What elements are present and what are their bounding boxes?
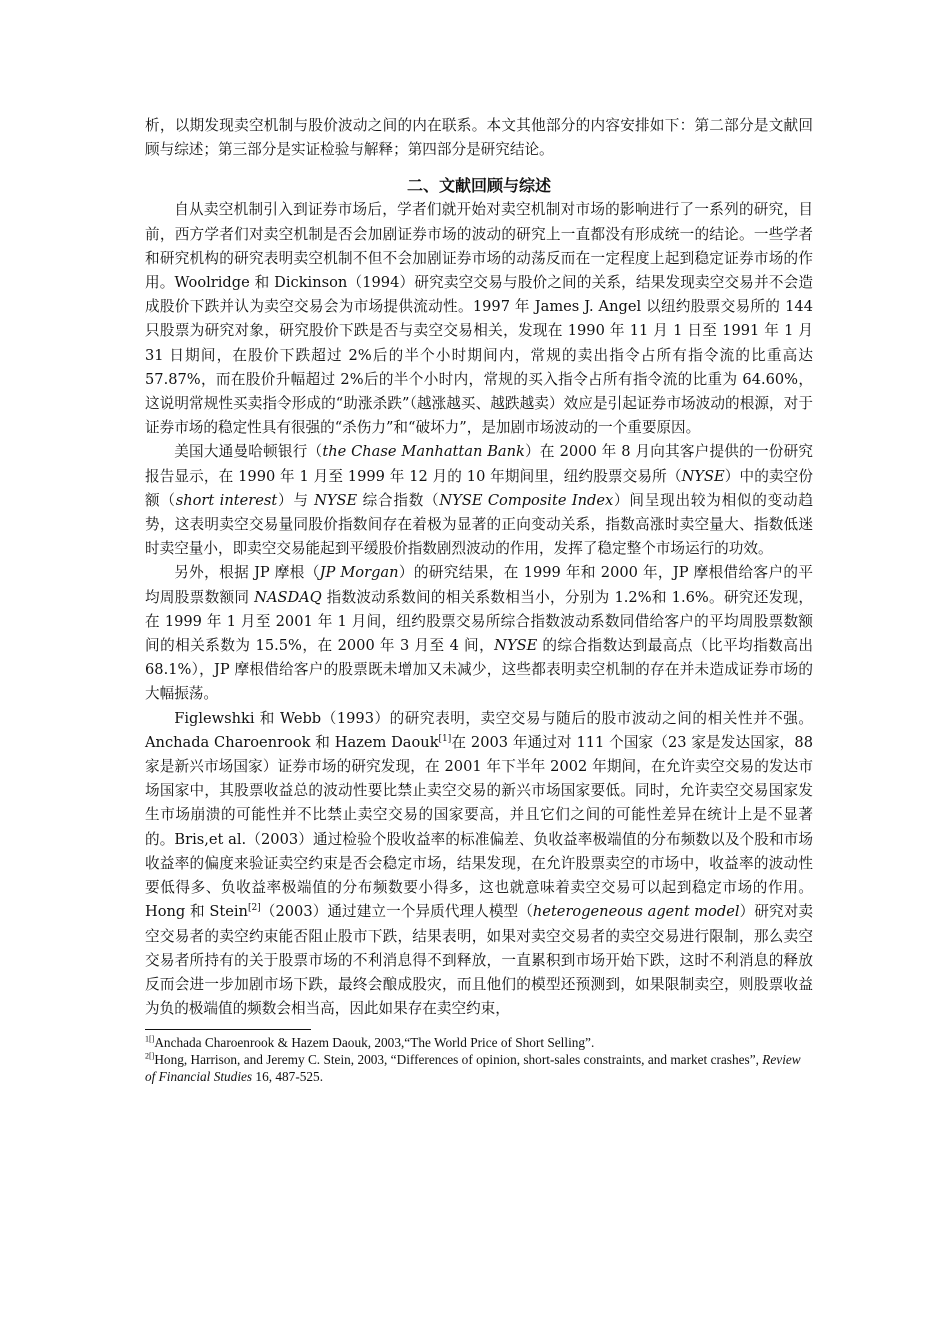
text-run: 的综合指数达到最高点（比平均指数高出 68.1%），JP 摩根借给客户的股票既未增加又未减少，这些都表明卖空机制的存在并未造成证券市场的大幅振荡。 bbox=[145, 637, 813, 703]
text-run: ）研究对卖空交易者的卖空约束能否阻止股市下跌，结果表明，如果对卖空交易者的卖空交易进行限制，那么卖空交易者所持有的关于股票市场的不利消息得不到释放，一直累积到市场开始下跌，这时不利消息的释放反而会进一步加剧市场下跌，最终会酿成股灾，而且他们的模型还预测到，如果限制卖空，则股票收益为负的极端值的频数会相当高，因此如果存在卖空约束， bbox=[145, 903, 813, 1018]
text-run: 美国大通曼哈顿银行（ bbox=[174, 443, 323, 461]
footnote-1 bbox=[145, 1034, 813, 1051]
italic-term: heterogeneous agent model bbox=[532, 903, 740, 921]
document-page bbox=[145, 114, 813, 1085]
italic-term: NYSE bbox=[494, 637, 538, 655]
text-run: ）与 bbox=[277, 491, 315, 509]
footnote-marker: 2[] bbox=[145, 1051, 155, 1061]
text-run: ）在 2000 年 8 月向其客户提供的一份研究报告显示，在 1990 年 1 月至 1999 年 12 月的 10 年期间里，纽约股票交易所（ bbox=[145, 443, 813, 485]
footnote-ref-2[interactable]: [2] bbox=[247, 903, 261, 914]
text-run: 指数波动系数间的相关系数相当小，分别为 1.2%和 1.6%。研究还发现，在 1999 年 1 月至 2001 年 1 月间，纽约股票交易所综合指数波动系数同借给客户的平均周股票数额间的相关系数为 15.5%，在 2000 年 3 月至 4 间， bbox=[145, 588, 813, 655]
paragraph-1: 自从卖空机制引入到证券市场后，学者们就开始对卖空机制对市场的影响进行了一系列的研究，目前，西方学者们对卖空机制是否会加剧证券市场的波动的研究上一直都没有形成统一的结论。一些学者和研究机构的研究表明卖空机制不但不会加剧证券市场的动荡反而在一定程度上起到稳定证券市场的作用。Woolridge 和 Dickinson（1994）研究卖空交易与股价之间的关系，结果发现卖空交易并不会造成股价下跌并认为卖空交易会为市场提供流动性。1997 年 James J. Angel 以纽约股票交易所的 144 只股票为研究对象，研究股价下跌是否与卖空交易相关，发现在 1990 年 11 月 1 日至 1991 年 1 月 31 日期间，在股价下跌超过 2%后的半个小时期间内，常规的卖出指令占所有指令流的比重高达 57.87%，而在股价升幅超过 2%后的半个小时内，常规的买入指令占所有指令流的比重为 64.60%，这说明常规性买卖指令形成的“助涨杀跌”（越涨越买、越跌越卖）效应是引起证券市场波动的根源，对于证券市场的稳定性具有很强的“杀伤力”和“破坏力”，是加剧市场波动的一个重要原因。 bbox=[145, 201, 813, 437]
footnote-text: Hong, Harrison, and Jeremy C. Stein, 2003, “Differences of opinion, short-sales constraints, and market crashes”, bbox=[154, 1052, 763, 1068]
paragraph-4 bbox=[145, 707, 813, 1022]
footnote-ref-1[interactable]: [1] bbox=[438, 734, 452, 745]
italic-term: NASDAQ bbox=[254, 588, 322, 606]
italic-term: NYSE Composite Index bbox=[439, 491, 614, 509]
italic-term: the Chase Manhattan Bank bbox=[322, 443, 525, 461]
footnote-text: Anchada Charoenrook & Hazem Daouk, 2003,“The World Price of Short Selling”. bbox=[154, 1035, 595, 1051]
italic-term: JP Morgan bbox=[319, 564, 399, 582]
intro-paragraph: 析，以期发现卖空机制与股价波动之间的内在联系。本文其他部分的内容安排如下：第二部分是文献回顾与综述；第三部分是实证检验与解释；第四部分是研究结论。 bbox=[145, 117, 813, 159]
journal-title: Review of Financial Studies bbox=[145, 1052, 801, 1085]
footnote-marker: 1[] bbox=[145, 1034, 155, 1044]
text-run: ）的研究结果，在 1999 年和 2000 年，JP 摩根借给客户的平均周股票数额同 bbox=[145, 564, 813, 606]
paragraph-3 bbox=[145, 561, 813, 706]
italic-term: short interest bbox=[175, 491, 278, 509]
footnote-divider bbox=[145, 1029, 311, 1030]
italic-term: NYSE bbox=[681, 467, 725, 485]
footnote-text: 16, 487-525. bbox=[252, 1069, 324, 1085]
text-run: 在 2003 年通过对 111 个国家（23 家是发达国家，88 家是新兴市场国家）证券市场的研究发现，在 2001 年下半年 2002 年期间，在允许卖空交易的发达市场国家中，其股票收益总的波动性要比禁止卖空交易的新兴市场国家要低。同时，允许卖空交易国家发生市场崩溃的可能性并不比禁止卖空交易的国家要高，并且它们之间的可能性差异在统计上是不显著的。Bris,et al.（2003）通过检验个股收益率的标准偏差、负收益率极端值的分布频数以及个股和市场收益率的偏度来验证卖空约束是否会稳定市场，结果发现，在允许股票卖空的市场中，收益率的波动性要低得多、负收益率极端值的分布频数要小得多，这也就意味着卖空交易可以起到稳定市场的作用。Hong 和 Stein bbox=[145, 733, 813, 921]
footnote-2 bbox=[145, 1051, 813, 1085]
text-run: Figlewshki 和 Webb（1993）的研究表明，卖空交易与随后的股市波动之间的相关性并不强。Anchada Charoenrook 和 Hazem Daouk bbox=[145, 709, 813, 751]
italic-term: NYSE bbox=[314, 491, 358, 509]
text-run: 综合指数（ bbox=[357, 491, 440, 509]
text-run: ）中的卖空份额（ bbox=[145, 467, 813, 509]
text-run: （2003）通过建立一个异质代理人模型（ bbox=[260, 903, 533, 921]
section-heading: 二、文献回顾与综述 bbox=[406, 176, 551, 196]
paragraph-2 bbox=[145, 440, 813, 561]
text-run: ）间呈现出较为相似的变动趋势，这表明卖空交易量同股价指数间存在着极为显著的正向变动关系，指数高涨时卖空量大、指数低迷时卖空量小，即卖空交易能起到平缓股价指数剧烈波动的作用，发挥了稳定整个市场运行的功效。 bbox=[145, 491, 813, 558]
text-run: 另外，根据 JP 摩根（ bbox=[174, 564, 320, 582]
